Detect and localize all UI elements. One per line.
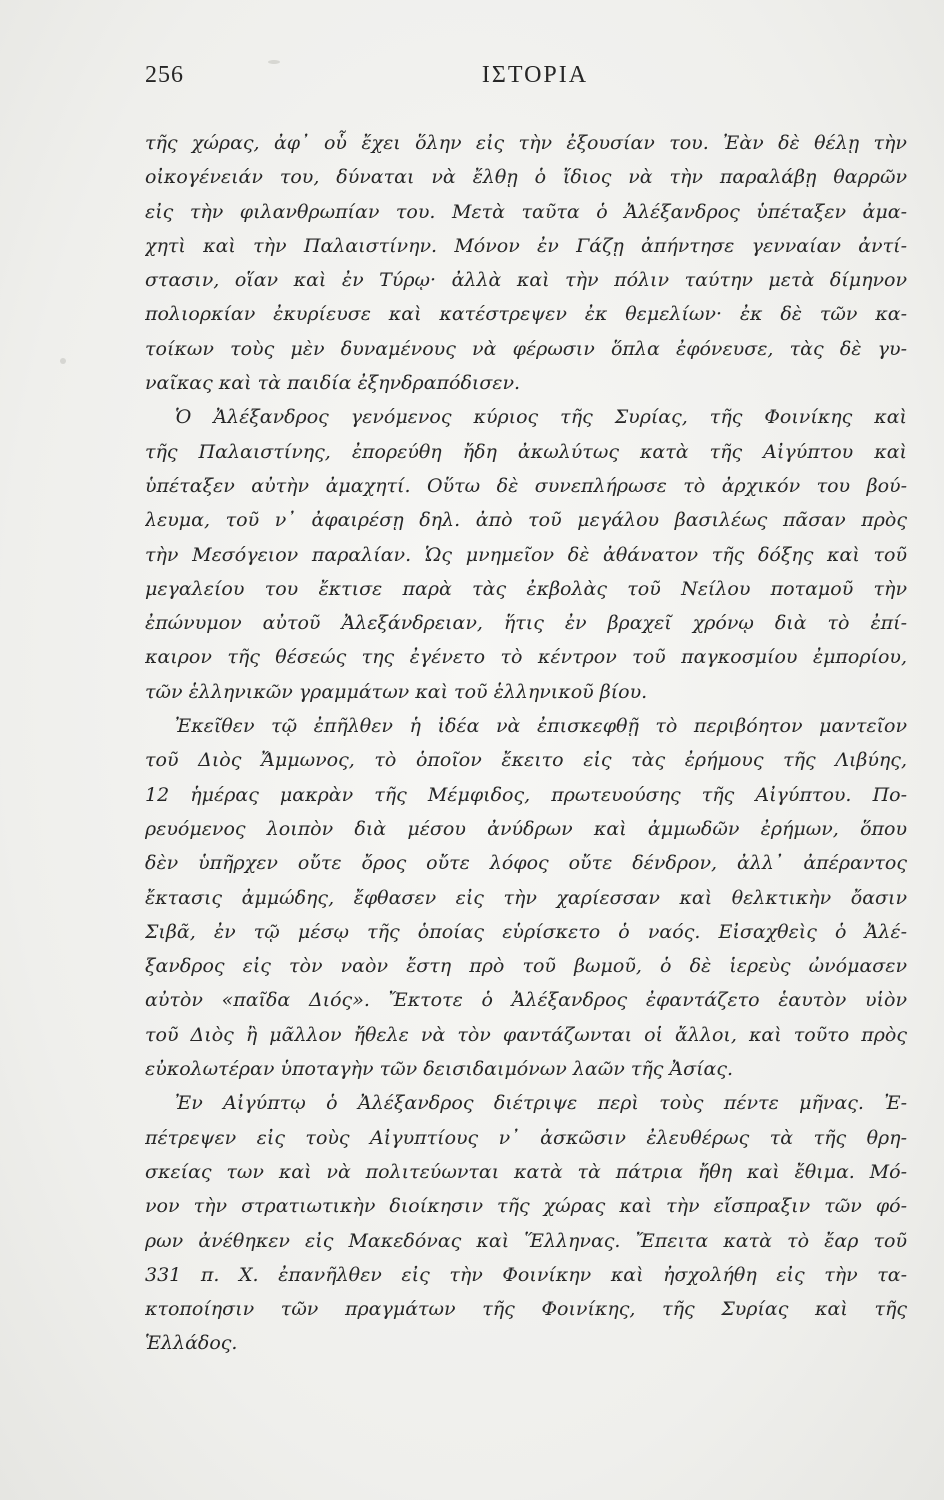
text-line: μεγαλείου του ἔκτισε παρὰ τὰς ἐκβολὰς τοῦ Νείλου ποταμοῦ τὴν [145, 577, 907, 600]
text-line: Ἐκεῖθεν τῷ ἐπῆλθεν ἡ ἰδέα νὰ ἐπισκεφθῇ τὸ περιβόητον μαντεῖον [175, 715, 907, 738]
text-line: 12 ἡμέρας μακρὰν τῆς Μέμφιδος, πρωτευούσης τῆς Αἰγύπτου. Πο- [145, 783, 907, 806]
text-line: τοίκων τοὺς μὲν δυναμένους νὰ φέρωσιν ὅπλα ἐφόνευσε, τὰς δὲ γυ- [145, 337, 907, 360]
text-line: τῆς χώρας, ἀφ᾽ οὗ ἔχει ὅλην εἰς τὴν ἐξουσίαν του. Ἐὰν δὲ θέλῃ τὴν [145, 132, 907, 154]
running-head [145, 62, 905, 102]
text-line: αὐτὸν «παῖδα Διός». Ἔκτοτε ὁ Ἀλέξανδρος ἐφαντάζετο ἑαυτὸν υἱὸν [145, 989, 907, 1012]
text-line: ἔκτασις ἀμμώδης, ἔφθασεν εἰς τὴν χαρίεσσαν καὶ θελκτικὴν ὄασιν [145, 886, 907, 909]
text-line: πολιορκίαν ἐκυρίευσε καὶ κατέστρεψεν ἐκ θεμελίων· ἐκ δὲ τῶν κα- [145, 303, 907, 326]
text-line: κτοποίησιν τῶν πραγμάτων τῆς Φοινίκης, τῆς Συρίας καὶ τῆς [145, 1298, 907, 1321]
text-line: οἰκογένειάν του, δύναται νὰ ἔλθῃ ὁ ἴδιος νὰ τὴν παραλάβῃ θαρρῶν [145, 166, 907, 189]
print-speck [60, 358, 66, 364]
running-title: ΙΣΤΟΡΙΑ [481, 62, 589, 88]
text-line: ὑπέταξεν αὐτὴν ἀμαχητί. Οὕτω δὲ συνεπλήρωσε τὸ ἀρχικόν του βού- [145, 474, 907, 497]
text-line: ἐπώνυμον αὐτοῦ Ἀλεξάνδρειαν, ἥτις ἐν βραχεῖ χρόνῳ διὰ τὸ ἐπί- [145, 612, 907, 635]
text-line: πέτρεψεν εἰς τοὺς Αἰγυπτίους ν᾽ ἀσκῶσιν ἐλευθέρως τὰ τῆς θρη- [145, 1126, 907, 1149]
text-line: ρευόμενος λοιπὸν διὰ μέσου ἀνύδρων καὶ ἀμμωδῶν ἐρήμων, ὅπου [145, 817, 907, 840]
text-line: εὐκολωτέραν ὑποταγὴν τῶν δεισιδαιμόνων λαῶν τῆς Ἀσίας. [145, 1058, 734, 1081]
text-line: σκείας των καὶ νὰ πολιτεύωνται κατὰ τὰ πάτρια ἤθη καὶ ἔθιμα. Μό- [145, 1160, 907, 1183]
text-line: ναῖκας καὶ τὰ παιδία ἐξηνδραπόδισεν. [145, 372, 521, 395]
text-line: δὲν ὑπῆρχεν οὔτε ὄρος οὔτε λόφος οὔτε δένδρον, ἀλλ᾽ ἀπέραντος [145, 852, 907, 875]
text-line: Ἑλλάδος. [145, 1332, 238, 1355]
text-line: τοῦ Διὸς ἢ μᾶλλον ἤθελε νὰ τὸν φαντάζωνται οἱ ἄλλοι, καὶ τοῦτο πρὸς [145, 1023, 907, 1046]
text-line: Σιβᾶ, ἐν τῷ μέσῳ τῆς ὁποίας εὑρίσκετο ὁ ναός. Εἰσαχθεὶς ὁ Ἀλέ- [145, 920, 907, 943]
page-number: 256 [145, 62, 184, 88]
text-line: νον τὴν στρατιωτικὴν διοίκησιν τῆς χώρας καὶ τὴν εἴσπραξιν τῶν φό- [145, 1195, 907, 1218]
text-line: καιρον τῆς θέσεώς της ἐγένετο τὸ κέντρον τοῦ παγκοσμίου ἐμπορίου, [145, 646, 907, 669]
text-line: χητὶ καὶ τὴν Παλαιστίνην. Μόνον ἐν Γάζῃ ἀπήντησε γενναίαν ἀντί- [145, 234, 907, 257]
text-line: Ἐν Αἰγύπτῳ ὁ Ἀλέξανδρος διέτριψε περὶ τοὺς πέντε μῆνας. Ἐ- [175, 1092, 907, 1115]
text-line: τὴν Μεσόγειον παραλίαν. Ὡς μνημεῖον δὲ ἀθάνατον τῆς δόξης καὶ τοῦ [145, 543, 907, 566]
text-line: τοῦ Διὸς Ἄμμωνος, τὸ ὁποῖον ἔκειτο εἰς τὰς ἐρήμους τῆς Λιβύης, [145, 749, 907, 772]
text-line: Ὁ Ἀλέξανδρος γενόμενος κύριος τῆς Συρίας, τῆς Φοινίκης καὶ [175, 406, 907, 429]
text-line: τῶν ἑλληνικῶν γραμμάτων καὶ τοῦ ἑλληνικοῦ βίου. [145, 680, 648, 703]
text-line: 331 π. Χ. ἐπανῆλθεν εἰς τὴν Φοινίκην καὶ ἠσχολήθη εἰς τὴν τα- [145, 1263, 907, 1286]
text-line: τῆς Παλαιστίνης, ἐπορεύθη ἤδη ἀκωλύτως κατὰ τῆς Αἰγύπτου καὶ [145, 440, 907, 463]
text-line: ξανδρος εἰς τὸν ναὸν ἔστη πρὸ τοῦ βωμοῦ, ὁ δὲ ἱερεὺς ὠνόμασεν [145, 955, 907, 978]
text-line: ρων ἀνέθηκεν εἰς Μακεδόνας καὶ Ἕλληνας. Ἔπειτα κατὰ τὸ ἔαρ τοῦ [145, 1229, 907, 1252]
text-line: λευμα, τοῦ ν᾽ ἀφαιρέσῃ δηλ. ἀπὸ τοῦ μεγάλου βασιλέως πᾶσαν πρὸς [145, 509, 907, 532]
text-body [145, 126, 907, 1361]
print-speck [268, 60, 280, 64]
text-line: στασιν, οἵαν καὶ ἐν Τύρῳ· ἀλλὰ καὶ τὴν πόλιν ταύτην μετὰ δίμηνον [145, 269, 907, 292]
text-line: εἰς τὴν φιλανθρωπίαν του. Μετὰ ταῦτα ὁ Ἀλέξανδρος ὑπέταξεν ἀμα- [145, 200, 907, 223]
